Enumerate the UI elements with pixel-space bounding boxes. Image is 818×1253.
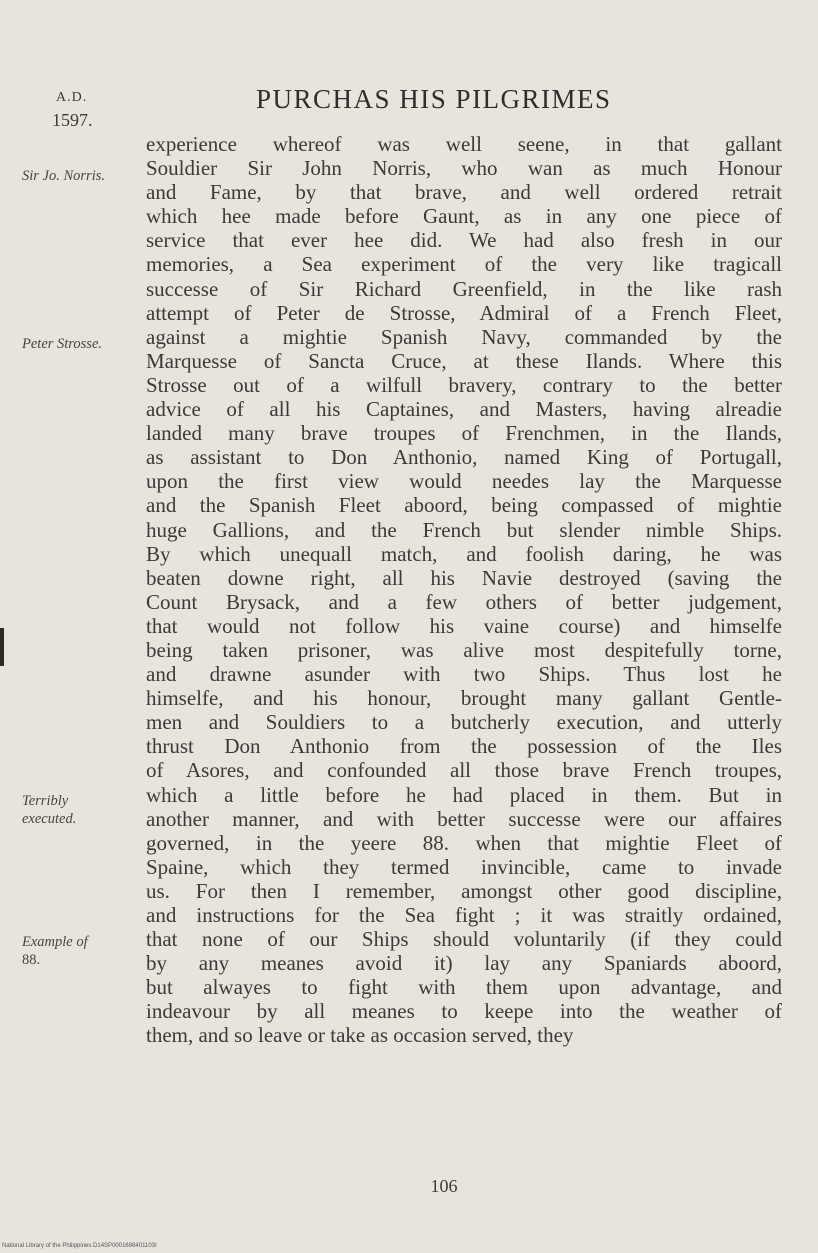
- margin-note-example-line2: 88.: [22, 952, 41, 968]
- text-line: Souldier Sir John Norris, who wan as much Honour: [146, 156, 782, 181]
- anno-domini-label: A.D.: [56, 90, 88, 105]
- text-line: being taken prisoner, was alive most despitefully torne,: [146, 637, 782, 662]
- text-line: men and Souldiers to a butcherly execution, and utterly: [146, 710, 782, 735]
- page-number: 106: [430, 1176, 458, 1196]
- running-title: PURCHAS HIS PILGRIMES: [256, 84, 612, 114]
- text-line: by any meanes avoid it) lay any Spaniards aboord,: [146, 951, 782, 976]
- text-line: experience whereof was well seene, in that gallant: [146, 132, 782, 156]
- margin-note-example: [22, 933, 142, 969]
- text-line: and Fame, by that brave, and well ordered retrait: [146, 180, 782, 205]
- margin-note-terribly-line2: executed.: [22, 811, 77, 827]
- text-line: and drawne asunder with two Ships. Thus lost he: [146, 662, 782, 687]
- text-line: thrust Don Anthonio from the possession of the Iles: [146, 734, 782, 759]
- text-line: advice of all his Captaines, and Masters, having alreadie: [146, 397, 782, 422]
- text-line: By which unequall match, and foolish daring, he was: [146, 541, 782, 566]
- text-line: that none of our Ships should voluntarily (if they could: [146, 927, 782, 952]
- text-line: which a little before he had placed in them. But in: [146, 782, 782, 807]
- scan-edge-mark: [0, 628, 4, 666]
- text-line: Marquesse of Sancta Cruce, at these Ilands. Where this: [146, 348, 782, 373]
- text-line: another manner, and with better successe were our affaires: [146, 806, 782, 831]
- scan-footer: National Library of the Philippines D14SP0001698401103I: [2, 1243, 157, 1249]
- text-line: memories, a Sea experiment of the very like tragicall: [146, 252, 782, 277]
- text-line: landed many brave troupes of Frenchmen, in the Ilands,: [146, 421, 782, 446]
- text-line: them, and so leave or take as occasion served, they: [146, 1023, 574, 1048]
- text-line: and instructions for the Sea fight ; it was straitly ordained,: [146, 903, 782, 927]
- text-line: us. For then I remember, amongst other good discipline,: [146, 878, 782, 903]
- text-line: against a mightie Spanish Navy, commanded by the: [146, 324, 782, 349]
- text-line: but alwayes to fight with them upon advantage, and: [146, 975, 782, 1000]
- text-line: indeavour by all meanes to keepe into the weather of: [146, 999, 782, 1024]
- text-line: which hee made before Gaunt, as in any one piece of: [146, 204, 782, 229]
- text-line: beaten downe right, all his Navie destroyed (saving the: [146, 565, 782, 590]
- text-line: and the Spanish Fleet aboord, being compassed of mightie: [146, 493, 782, 518]
- body-text: [146, 132, 782, 1048]
- text-line: governed, in the yeere 88. when that mightie Fleet of: [146, 830, 782, 855]
- text-line: attempt of Peter de Strosse, Admiral of a French Fleet,: [146, 300, 782, 325]
- year-label: 1597.: [52, 110, 93, 130]
- text-line: that would not follow his vaine course) and himselfe: [146, 613, 782, 638]
- text-line: as assistant to Don Anthonio, named King of Portugall,: [146, 445, 782, 470]
- text-line: Count Brysack, and a few others of better judgement,: [146, 589, 782, 614]
- date-block: [52, 90, 112, 131]
- text-line: Strosse out of a wilfull bravery, contrary to the better: [146, 372, 782, 397]
- margin-note-terribly-line1: Terribly: [22, 793, 69, 809]
- text-line: of Asores, and confounded all those brave French troupes,: [146, 758, 782, 783]
- margin-note-strosse: Peter Strosse.: [22, 336, 103, 352]
- text-line: upon the first view would needes lay the Marquesse: [146, 469, 782, 494]
- text-line: successe of Sir Richard Greenfield, in the like rash: [146, 276, 782, 301]
- text-line: huge Gallions, and the French but slender nimble Ships.: [146, 517, 782, 542]
- margin-note-terribly: [22, 792, 142, 828]
- text-line: service that ever hee did. We had also fresh in our: [146, 228, 782, 253]
- text-line: himselfe, and his honour, brought many gallant Gentle-: [146, 686, 782, 711]
- margin-note-norris: Sir Jo. Norris.: [22, 168, 105, 184]
- margin-note-example-line1: Example of: [22, 934, 88, 950]
- text-line: Spaine, which they termed invincible, came to invade: [146, 854, 782, 879]
